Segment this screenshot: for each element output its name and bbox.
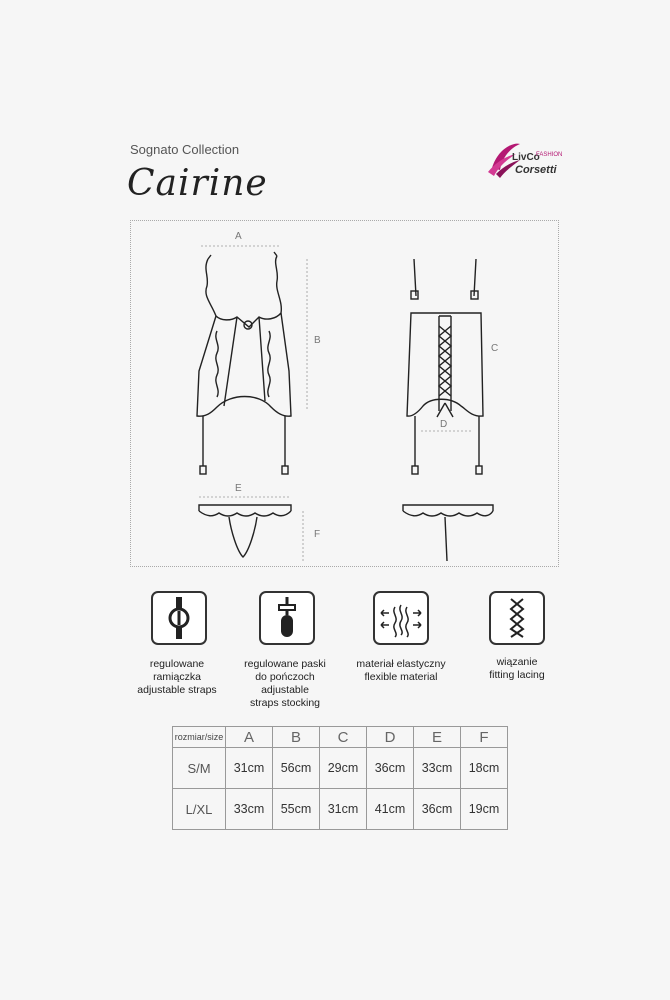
brand-name-fashion: FASHION (536, 152, 563, 158)
lacing-icon (489, 591, 545, 645)
feature-text-line: wiązanie (496, 656, 538, 668)
feature-text-line: flexible material (364, 671, 438, 683)
dimension-label-b: B (314, 335, 321, 346)
size-cell: 36cm (367, 748, 414, 789)
size-cell: 36cm (414, 789, 461, 830)
elastic-material-icon (373, 591, 429, 645)
dimension-label-c: C (491, 343, 499, 354)
dimension-label-e: E (235, 483, 242, 494)
collection-name: Sognato Collection (130, 142, 240, 157)
size-column-header: C (320, 727, 367, 748)
feature-flexible-material (336, 658, 466, 684)
size-table-header-label: rozmiar/size (173, 727, 226, 748)
feature-text-line: regulowane paski (244, 658, 326, 670)
brand-name-line1: LivCo (512, 152, 540, 163)
size-row-label: L/XL (173, 789, 226, 830)
feature-text-line: materiał elastyczny (356, 658, 446, 670)
feature-text-line: straps stocking (249, 697, 321, 709)
size-cell: 55cm (273, 789, 320, 830)
size-column-header: E (414, 727, 461, 748)
stocking-strap-icon (259, 591, 315, 645)
feature-stocking-straps (220, 658, 350, 710)
feature-text-line: fitting lacing (489, 669, 545, 681)
feature-text-line: regulowane (149, 658, 205, 670)
dimension-label-d: D (440, 419, 448, 430)
size-cell: 41cm (367, 789, 414, 830)
size-cell: 31cm (226, 748, 273, 789)
size-table-header-row (173, 727, 508, 748)
size-column-header: D (367, 727, 414, 748)
size-cell: 33cm (226, 789, 273, 830)
brand-name-line2: Corsetti (515, 164, 557, 176)
size-cell: 56cm (273, 748, 320, 789)
size-cell: 33cm (414, 748, 461, 789)
feature-text-line: adjustable (261, 684, 309, 696)
size-cell: 29cm (320, 748, 367, 789)
size-column-header: F (461, 727, 508, 748)
product-name: Cairine (127, 163, 268, 204)
feature-text-line: adjustable straps (137, 684, 217, 696)
size-table-row (173, 789, 508, 830)
feature-fitting-lacing (452, 656, 582, 682)
feature-text-line: do pończoch (255, 671, 315, 683)
size-cell: 31cm (320, 789, 367, 830)
feature-text-line: ramiączka (153, 671, 201, 683)
size-table-row (173, 748, 508, 789)
size-table (172, 726, 508, 830)
size-cell: 19cm (461, 789, 508, 830)
dimension-label-f: F (314, 529, 321, 540)
size-column-header: A (226, 727, 273, 748)
garment-sketch (131, 221, 558, 566)
size-column-header: B (273, 727, 320, 748)
garment-diagram (130, 220, 559, 567)
adjustable-strap-icon (151, 591, 207, 645)
size-row-label: S/M (173, 748, 226, 789)
dimension-label-a: A (235, 231, 242, 242)
size-cell: 18cm (461, 748, 508, 789)
